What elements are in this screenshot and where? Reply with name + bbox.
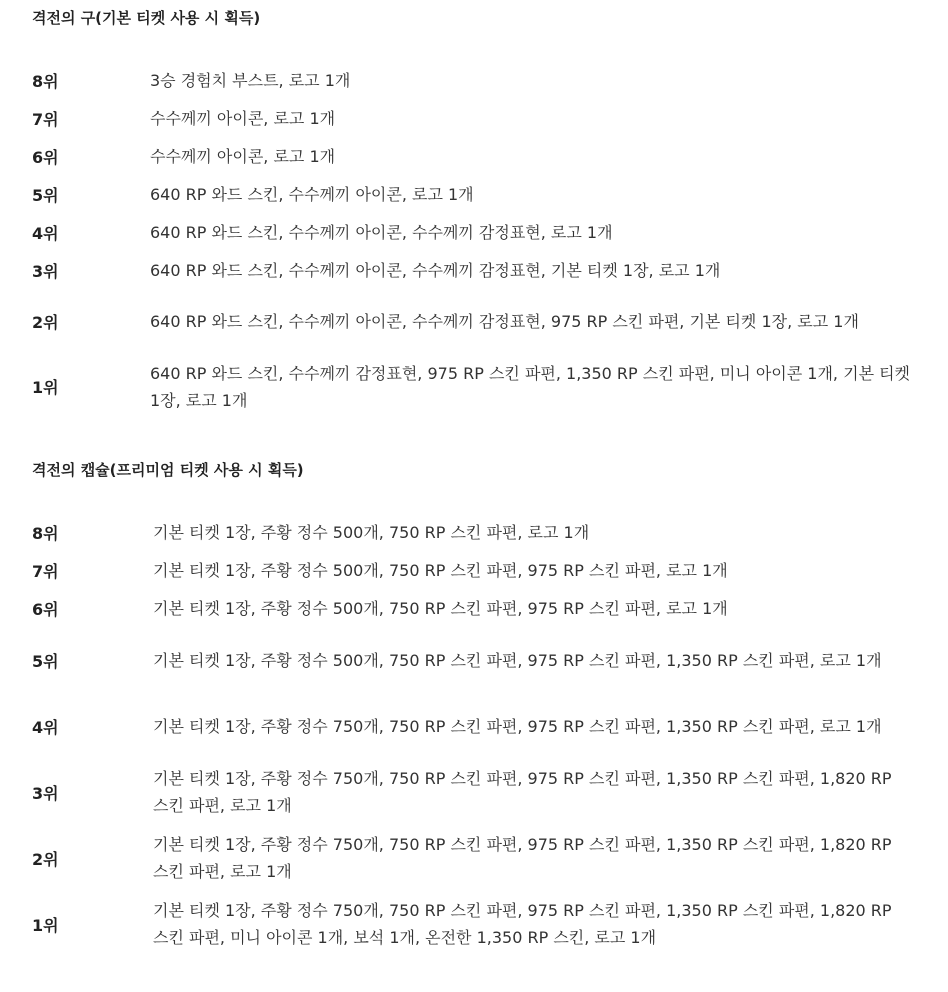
table-row [32, 251, 912, 289]
reward-cell: 기본 티켓 1장, 주황 정수 500개, 750 RP 스킨 파편, 975 RP 스킨 파편, 로고 1개 [153, 598, 728, 618]
table-row [32, 589, 912, 627]
capsule-rewards-section [32, 460, 912, 957]
reward-cell: 640 RP 와드 스킨, 수수께끼 아이콘, 수수께끼 감정표현, 975 RP 스킨 파편, 기본 티켓 1장, 로고 1개 [150, 312, 859, 331]
table-row [32, 213, 912, 251]
table-row [32, 825, 912, 891]
rank-cell: 2위 [32, 849, 59, 869]
rank-cell: 6위 [32, 147, 59, 167]
reward-cell: 기본 티켓 1장, 주황 정수 750개, 750 RP 스킨 파편, 975 RP 스킨 파편, 1,350 RP 스킨 파편, 로고 1개 [153, 716, 882, 736]
reward-cell: 640 RP 와드 스킨, 수수께끼 감정표현, 975 RP 스킨 파편, 1,350 RP 스킨 파편, 미니 아이콘 1개, 기본 티켓 1장, 로고 1개 [150, 363, 911, 410]
rank-cell: 7위 [32, 109, 59, 129]
table-row [32, 759, 912, 825]
rank-cell: 3위 [32, 783, 59, 803]
rank-cell: 1위 [32, 915, 59, 935]
rewards-table [32, 513, 912, 957]
table-row [32, 61, 912, 99]
rank-cell: 6위 [32, 599, 59, 619]
table-row [32, 627, 912, 693]
section-title: 격전의 구(기본 티켓 사용 시 획득) [32, 9, 261, 27]
rewards-table [32, 61, 912, 419]
table-row [32, 175, 912, 213]
reward-cell: 기본 티켓 1장, 주황 정수 500개, 750 RP 스킨 파편, 로고 1개 [153, 522, 590, 542]
rank-cell: 4위 [32, 717, 59, 737]
rank-cell: 3위 [32, 261, 59, 281]
table-row [32, 354, 912, 419]
table-row [32, 891, 912, 957]
rank-cell: 7위 [32, 561, 59, 581]
reward-cell: 기본 티켓 1장, 주황 정수 500개, 750 RP 스킨 파편, 975 RP 스킨 파편, 로고 1개 [153, 560, 728, 580]
reward-cell: 기본 티켓 1장, 주황 정수 500개, 750 RP 스킨 파편, 975 RP 스킨 파편, 1,350 RP 스킨 파편, 로고 1개 [153, 650, 882, 670]
reward-cell: 640 RP 와드 스킨, 수수께끼 아이콘, 수수께끼 감정표현, 로고 1개 [150, 222, 613, 242]
rank-cell: 1위 [32, 378, 59, 397]
rank-cell: 5위 [32, 185, 59, 205]
rank-cell: 4위 [32, 223, 59, 243]
table-row [32, 289, 912, 354]
rank-cell: 5위 [32, 651, 59, 671]
reward-cell: 기본 티켓 1장, 주황 정수 750개, 750 RP 스킨 파편, 975 RP 스킨 파편, 1,350 RP 스킨 파편, 1,820 RP 스킨 파편, 미니 아이콘 1개, 보석 1개, 온전한 1,350 RP 스킨, 로고 1개 [153, 901, 892, 947]
rank-cell: 2위 [32, 313, 59, 332]
section-title: 격전의 캡슐(프리미엄 티켓 사용 시 획득) [32, 461, 304, 479]
reward-cell: 640 RP 와드 스킨, 수수께끼 아이콘, 수수께끼 감정표현, 기본 티켓 1장, 로고 1개 [150, 260, 721, 280]
table-row [32, 693, 912, 759]
reward-cell: 640 RP 와드 스킨, 수수께끼 아이콘, 로고 1개 [150, 184, 474, 204]
table-row [32, 513, 912, 551]
table-row [32, 551, 912, 589]
reward-cell: 3승 경험치 부스트, 로고 1개 [150, 70, 351, 90]
rank-cell: 8위 [32, 71, 59, 91]
table-row [32, 99, 912, 137]
reward-cell: 기본 티켓 1장, 주황 정수 750개, 750 RP 스킨 파편, 975 RP 스킨 파편, 1,350 RP 스킨 파편, 1,820 RP 스킨 파편, 로고 1개 [153, 835, 892, 881]
table-row [32, 137, 912, 175]
orb-rewards-section [32, 8, 912, 419]
reward-cell: 수수께끼 아이콘, 로고 1개 [150, 108, 336, 128]
reward-cell: 수수께끼 아이콘, 로고 1개 [150, 146, 336, 166]
reward-cell: 기본 티켓 1장, 주황 정수 750개, 750 RP 스킨 파편, 975 RP 스킨 파편, 1,350 RP 스킨 파편, 1,820 RP 스킨 파편, 로고 1개 [153, 769, 892, 815]
rank-cell: 8위 [32, 523, 59, 543]
